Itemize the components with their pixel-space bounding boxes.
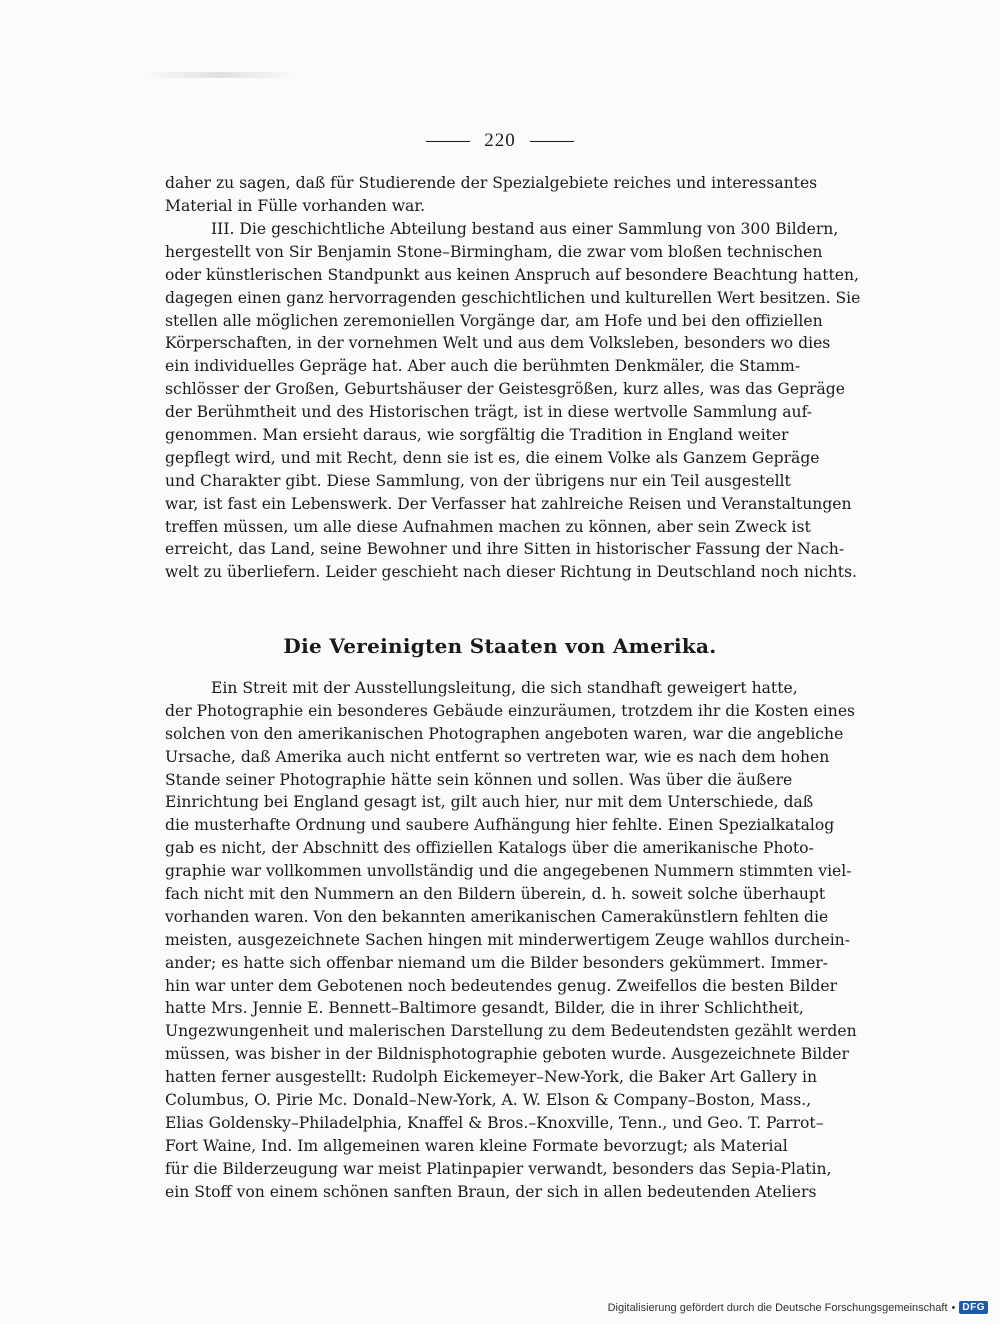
text-line: ander; es hatte sich offenbar niemand um die Bilder besonders gekümmert. Immer-: [165, 953, 829, 972]
text-line: der Berühmtheit und des Historischen trägt, ist in diese wertvolle Sammlung auf-: [165, 403, 813, 422]
text-line: welt zu überliefern. Leider geschieht nach dieser Richtung in Deutschland noch nichts.: [165, 563, 857, 582]
text-line: für die Bilderzeugung war meist Platinpapier verwandt, besonders das Sepia-Platin,: [165, 1159, 832, 1178]
text-line: ein individuelles Gepräge hat. Aber auch die berühmten Denkmäler, die Stamm-: [165, 357, 801, 376]
text-line: erreicht, das Land, seine Bewohner und ihre Sitten in historischer Fassung der Nach-: [165, 540, 845, 559]
header-rule-right: [530, 141, 574, 142]
text-line: Material in Fülle vorhanden war.: [165, 196, 426, 215]
footer-separator: •: [951, 1301, 956, 1314]
text-line: treffen müssen, um alle diese Aufnahmen machen zu können, aber sein Zweck ist: [165, 517, 811, 536]
text-line: der Photographie ein besonderes Gebäude einzuräumen, trotzdem ihr die Kosten eines: [165, 701, 856, 720]
text-line: vorhanden waren. Von den bekannten amerikanischen Camerakünstlern fehlten die: [165, 907, 829, 926]
page-header: [0, 130, 1000, 152]
text-line: Einrichtung bei England gesagt ist, gilt auch hier, nur mit dem Unterschiede, daß: [165, 793, 814, 812]
section-heading: Die Vereinigten Staaten von Amerika.: [283, 634, 717, 658]
scan-smudge: [145, 72, 295, 78]
text-line: stellen alle möglichen zeremoniellen Vorgänge dar, am Hofe und bei den offiziellen: [165, 311, 823, 330]
text-line: war, ist fast ein Lebenswerk. Der Verfasser hat zahlreiche Reisen und Veranstaltungen: [165, 494, 852, 513]
text-line: Körperschaften, in der vornehmen Welt und aus dem Volksleben, besonders wo dies: [165, 334, 831, 353]
text-line: Ursache, daß Amerika auch nicht entfernt so vertreten war, wie es nach dem hohen: [165, 747, 830, 766]
text-line: Columbus, O. Pirie Mc. Donald–New-York, A. W. Elson & Company–Boston, Mass.,: [165, 1091, 812, 1110]
text-line: die musterhafte Ordnung und saubere Aufhängung hier fehlte. Einen Spezialkatalog: [165, 816, 835, 835]
text-line: Elias Goldensky–Philadelphia, Knaffel & Bros.–Knoxville, Tenn., und Geo. T. Parrot–: [165, 1113, 824, 1132]
text-line: Fort Waine, Ind. Im allgemeinen waren kleine Formate bevorzugt; als Material: [165, 1136, 788, 1155]
page-number: 220: [484, 130, 516, 151]
text-line: gab es nicht, der Abschnitt des offiziellen Katalogs über die amerikanische Photo-: [165, 839, 814, 858]
text-line: hatten ferner ausgestellt: Rudolph Eickemeyer–New-York, die Baker Art Gallery in: [165, 1068, 818, 1087]
text-line: solchen von den amerikanischen Photographen angeboten waren, war die angebliche: [165, 724, 844, 743]
text-line: Ein Streit mit der Ausstellungsleitung, die sich standhaft geweigert hatte,: [211, 679, 798, 697]
text-line: daher zu sagen, daß für Studierende der Spezialgebiete reiches und interessantes: [165, 174, 818, 192]
text-line: oder künstlerischen Standpunkt aus keinen Anspruch auf besondere Beachtung hatten,: [165, 265, 859, 284]
header-rule-left: [426, 141, 470, 142]
paragraph-historical-section: [165, 218, 861, 584]
text-line: fach nicht mit den Nummern an den Bildern überein, d. h. soweit solche überhaupt: [165, 885, 826, 904]
text-line: hin war unter dem Gebotenen noch bedeutendes genug. Zweifellos die besten Bilder: [165, 976, 838, 995]
text-line: Ungezwungenheit und malerischen Darstellung zu dem Bedeutendsten gezählt werden: [165, 1022, 857, 1041]
text-line: und Charakter gibt. Diese Sammlung, von der übrigens nur ein Teil ausgestellt: [165, 471, 791, 490]
text-line: meisten, ausgezeichnete Sachen hingen mit minderwertigem Zeuge wahllos durchein-: [165, 930, 850, 949]
text-line: müssen, was bisher in der Bildnisphotographie geboten wurde. Ausgezeichnete Bilder: [165, 1045, 849, 1064]
text-line: hatte Mrs. Jennie E. Bennett–Baltimore gesandt, Bilder, die in ihrer Schlichtheit,: [165, 999, 804, 1018]
text-line: dagegen einen ganz hervorragenden geschichtlichen und kulturellen Wert besitzen. Sie: [165, 288, 861, 307]
footer-credit: [608, 1301, 988, 1314]
paragraph-continuation: [165, 172, 818, 218]
footer-text: Digitalisierung gefördert durch die Deutsche Forschungsgemeinschaft: [607, 1301, 948, 1314]
text-line: Stande seiner Photographie hätte sein können und sollen. Was über die äußere: [165, 770, 793, 789]
text-line: ein Stoff von einem schönen sanften Braun, der sich in allen bedeutenden Ateliers: [165, 1182, 817, 1201]
dfg-logo: DFG: [959, 1301, 988, 1314]
text-line: hergestellt von Sir Benjamin Stone–Birmingham, die zwar vom bloßen technischen: [165, 242, 823, 261]
text-line: graphie war vollkommen unvollständig und die angegebenen Nummern stimmten viel-: [165, 862, 852, 881]
text-line: genommen. Man ersieht daraus, wie sorgfältig die Tradition in England weiter: [165, 426, 789, 445]
text-line: gepflegt wird, und mit Recht, denn sie ist es, die einem Volke als Ganzem Gepräge: [165, 448, 820, 467]
text-line: schlösser der Großen, Geburtshäuser der Geistesgrößen, kurz alles, was das Gepräge: [165, 380, 846, 399]
paragraph-united-states: [165, 677, 857, 1203]
text-line: III. Die geschichtliche Abteilung bestand aus einer Sammlung von 300 Bildern,: [211, 220, 839, 238]
